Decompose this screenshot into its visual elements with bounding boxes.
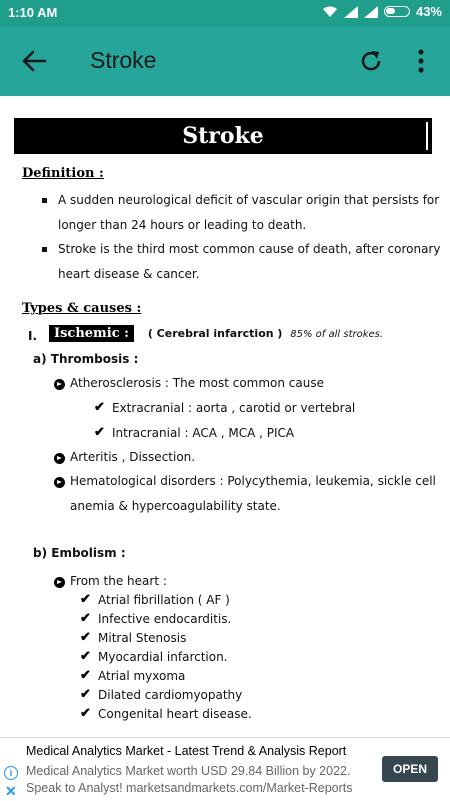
heart-cause-item: Atrial myxoma xyxy=(98,669,186,683)
check-icon: ✔ xyxy=(80,686,91,701)
thrombosis-heading: a) Thrombosis : xyxy=(33,352,139,366)
status-time: 1:10 AM xyxy=(8,5,58,20)
thrombosis-item: Atherosclerosis : The most common cause xyxy=(70,376,324,390)
heart-cause-item: Mitral Stenosis xyxy=(98,631,187,645)
definition-line: Stroke is the third most common cause of death, after coronary xyxy=(58,242,441,256)
check-icon: ✔ xyxy=(80,610,91,625)
check-icon: ✔ xyxy=(94,399,105,414)
heart-cause-item: Atrial fibrillation ( AF ) xyxy=(98,593,230,607)
heart-cause-item: Congenital heart disease. xyxy=(98,707,252,721)
heart-cause-item: Infective endocarditis. xyxy=(98,612,232,626)
definition-line: heart disease & cancer. xyxy=(58,267,200,281)
thrombosis-item: Arteritis , Dissection. xyxy=(70,450,196,464)
info-icon[interactable]: i xyxy=(4,766,18,780)
signal-icon-2 xyxy=(364,6,378,18)
app-bar xyxy=(0,26,450,96)
athero-sub-item: Extracranial : aorta , carotid or vertebral xyxy=(112,401,356,415)
close-icon[interactable]: ✕ xyxy=(5,783,17,799)
check-icon: ✔ xyxy=(80,591,91,606)
ad-open-button[interactable]: OPEN xyxy=(382,756,438,782)
square-bullet-icon xyxy=(42,198,47,203)
back-arrow-icon[interactable] xyxy=(20,47,48,75)
type-number: I. xyxy=(28,329,38,343)
check-icon: ✔ xyxy=(94,424,105,439)
document-view[interactable] xyxy=(0,96,450,726)
definition-heading: Definition : xyxy=(22,166,104,181)
embolism-heading: b) Embolism : xyxy=(33,546,126,560)
wifi-icon xyxy=(322,6,338,18)
ischemic-label: Ischemic : xyxy=(49,325,134,342)
battery-percent: 43% xyxy=(415,4,442,19)
check-icon: ✔ xyxy=(80,648,91,663)
heart-cause-item: Dilated cardiomyopathy xyxy=(98,688,243,702)
signal-icon xyxy=(344,6,358,18)
ad-headline[interactable]: Medical Analytics Market - Latest Trend & Analysis Report xyxy=(26,744,347,758)
status-icons xyxy=(322,4,442,19)
ad-banner[interactable] xyxy=(0,737,450,801)
arrow-bullet-icon xyxy=(54,577,65,588)
arrow-bullet-icon xyxy=(54,379,65,390)
app-title: Stroke xyxy=(90,47,157,73)
check-icon: ✔ xyxy=(80,667,91,682)
check-icon: ✔ xyxy=(80,629,91,644)
heart-cause-item: Myocardial infarction. xyxy=(98,650,228,664)
type-note: 85% of all strokes. xyxy=(290,329,384,340)
type-row xyxy=(49,326,383,341)
arrow-bullet-icon xyxy=(54,477,65,488)
type-desc: ( Cerebral infarction ) xyxy=(147,327,283,340)
battery-icon xyxy=(384,6,410,17)
more-options-icon[interactable] xyxy=(414,47,428,75)
check-icon: ✔ xyxy=(80,705,91,720)
refresh-icon[interactable] xyxy=(358,48,384,74)
definition-line: A sudden neurological deficit of vascular origin that persists for xyxy=(58,193,440,207)
athero-sub-item: Intracranial : ACA , MCA , PICA xyxy=(112,426,295,440)
status-bar xyxy=(0,0,450,26)
definition-line: longer than 24 hours or leading to death. xyxy=(58,218,307,232)
embolism-item: From the heart : xyxy=(70,574,167,588)
arrow-bullet-icon xyxy=(54,453,65,464)
square-bullet-icon xyxy=(42,247,47,252)
types-heading: Types & causes : xyxy=(22,301,142,316)
thrombosis-item: Hematological disorders : Polycythemia, leukemia, sickle cell xyxy=(70,474,436,488)
document-title: Stroke xyxy=(14,118,432,154)
thrombosis-item-cont: anemia & hypercoagulability state. xyxy=(70,499,281,513)
ad-description-2: Speak to Analyst! marketsandmarkets.com/Market-Reports xyxy=(26,781,353,795)
ad-description: Medical Analytics Market worth USD 29.84 Billion by 2022. xyxy=(26,764,351,778)
